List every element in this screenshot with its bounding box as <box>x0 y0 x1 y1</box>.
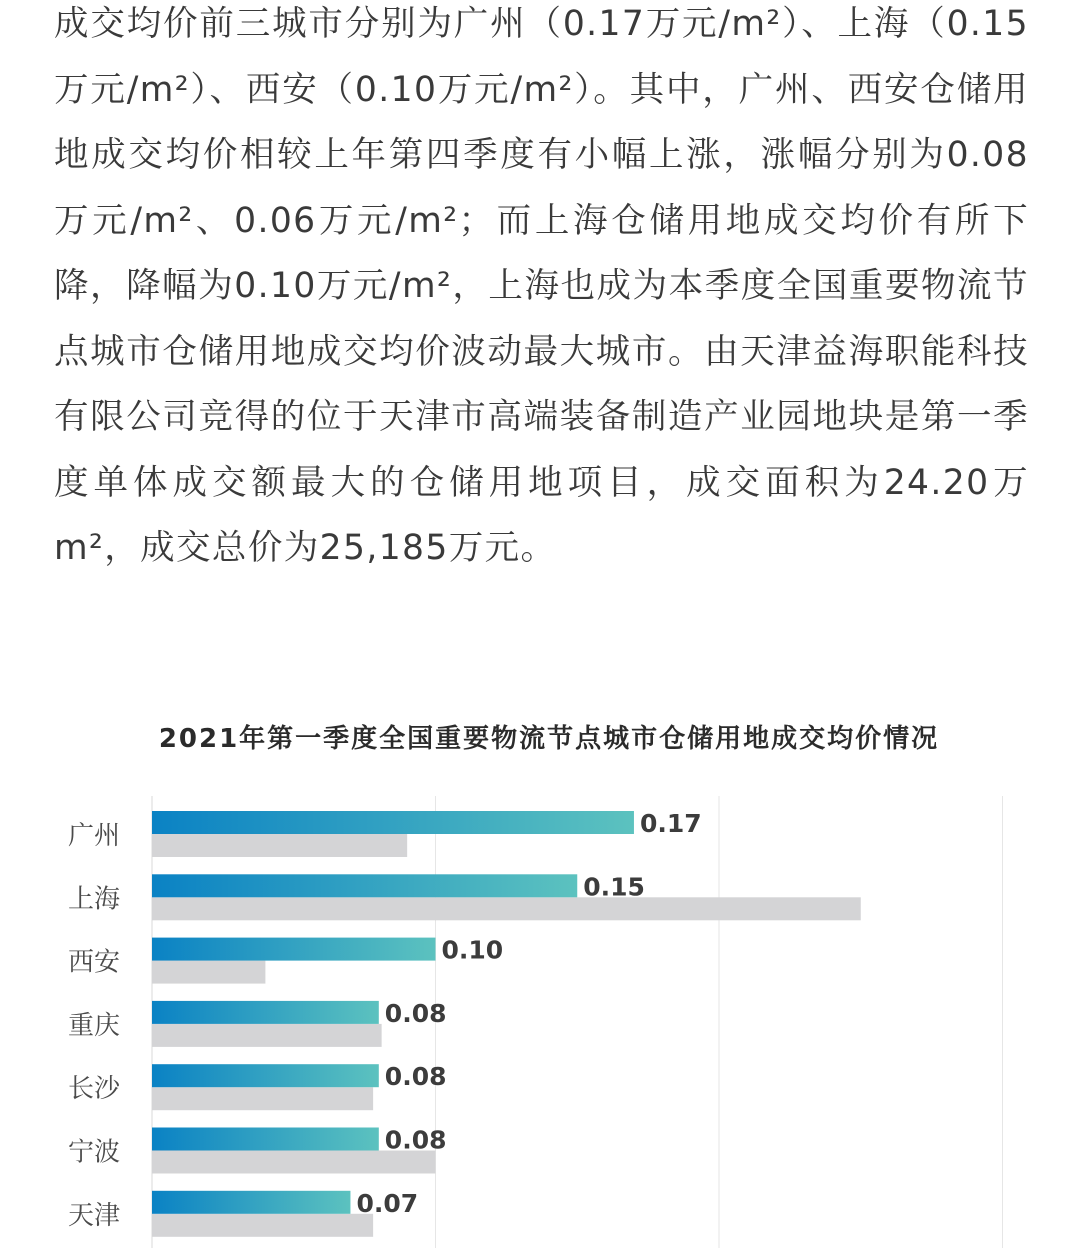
bar-prev-4 <box>152 1087 373 1110</box>
value-label-3: 0.08 <box>384 998 447 1028</box>
bar-prev-0 <box>152 834 407 857</box>
value-label-6: 0.07 <box>356 1188 419 1218</box>
value-label-5: 0.08 <box>384 1125 447 1155</box>
value-label-4: 0.08 <box>384 1062 447 1092</box>
category-label-4: 长沙 <box>68 1074 121 1105</box>
article-paragraph: 成交均价前三城市分别为广州（0.17万元/m²）、上海（0.15万元/m²）、西安（0.10万元/m²）。其中，广州、西安仓储用地成交均价相较上年第四季度有小幅上涨，涨幅分别为0.08万元/m²、0.06万元/m²；而上海仓储用地成交均价有所下降，降幅为0.10万元/m²，上海也成为本季度全国重要物流节点城市仓储用地成交均价波动最大城市。由天津益海职能科技有限公司竞得的位于天津市高端装备制造产业园地块是第一季度单体成交额最大的仓储用地项目，成交面积为24.20万m²，成交总价为25,185万元。 <box>54 4 1029 568</box>
category-label-5: 宁波 <box>68 1137 121 1168</box>
category-label-0: 广州 <box>68 821 121 851</box>
bar-current-3 <box>152 1001 379 1024</box>
bar-current-0 <box>152 811 634 834</box>
bars <box>152 811 861 1237</box>
category-label-6: 天津 <box>68 1200 121 1231</box>
bar-current-1 <box>152 874 577 897</box>
bar-chart <box>0 790 1080 1248</box>
bar-prev-6 <box>152 1214 373 1237</box>
value-label-2: 0.10 <box>441 935 504 965</box>
chart-title: 2021年第一季度全国重要物流节点城市仓储用地成交均价情况 <box>158 724 940 754</box>
bar-prev-2 <box>152 961 265 984</box>
bar-current-4 <box>152 1064 379 1087</box>
bar-prev-1 <box>152 897 861 920</box>
category-label-2: 西安 <box>68 947 121 978</box>
bar-current-2 <box>152 938 436 961</box>
bar-prev-3 <box>152 1024 382 1047</box>
bar-current-5 <box>152 1128 379 1151</box>
category-label-3: 重庆 <box>68 1010 121 1041</box>
category-label-1: 上海 <box>68 884 121 915</box>
bar-current-6 <box>152 1191 350 1214</box>
value-label-1: 0.15 <box>583 872 645 902</box>
value-label-0: 0.17 <box>639 809 702 838</box>
article-text <box>54 0 1029 582</box>
